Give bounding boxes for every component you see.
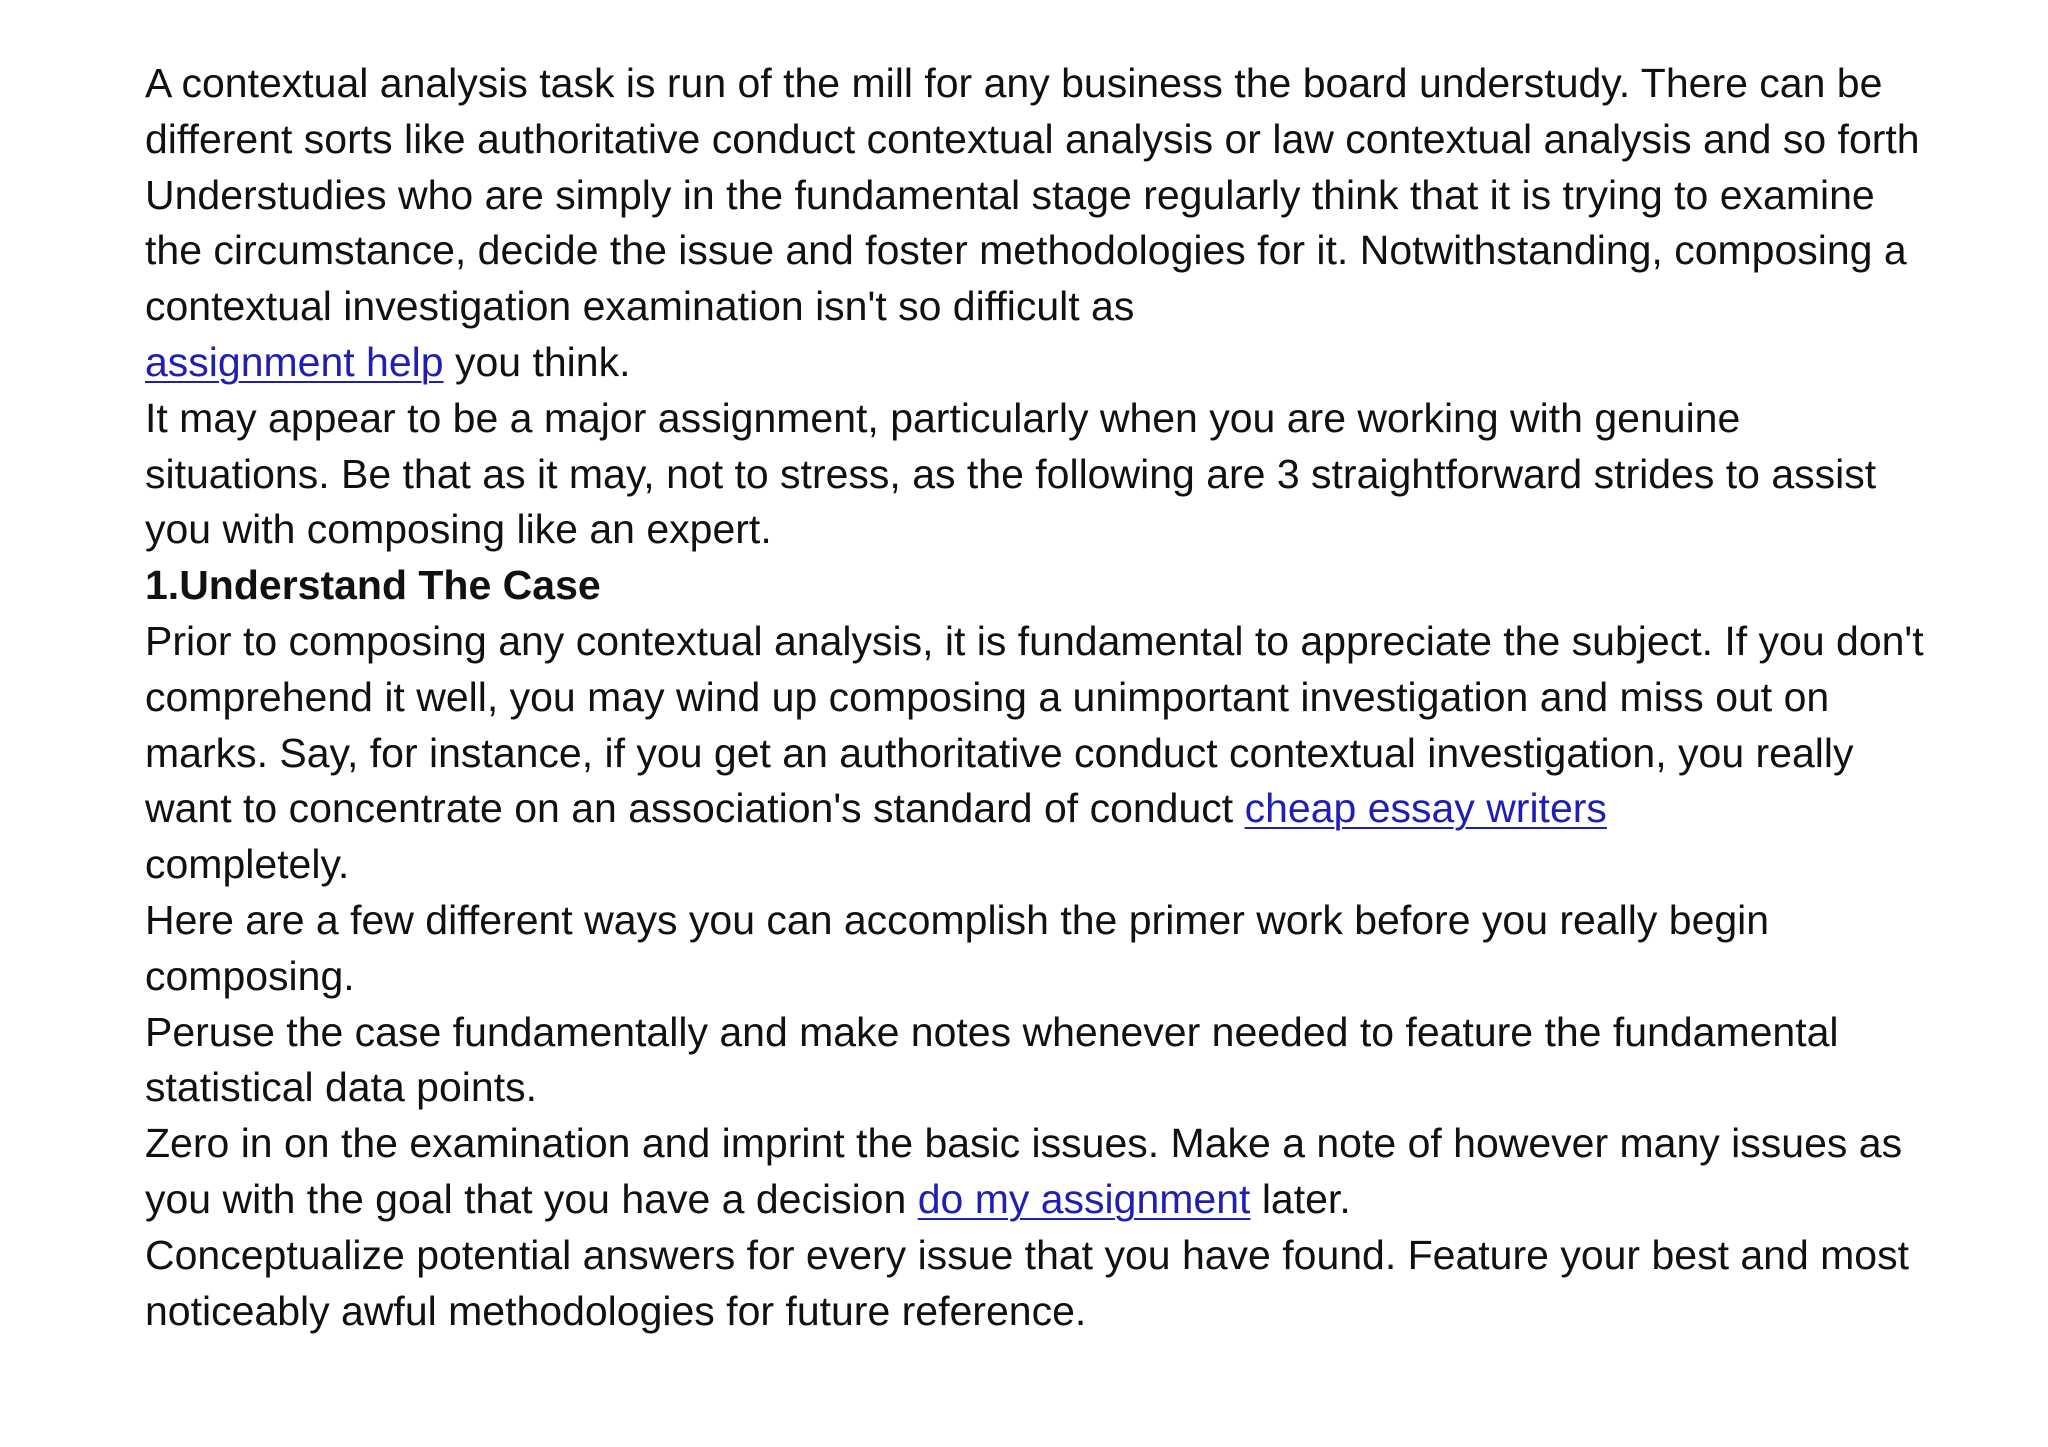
paragraph-intro — [145, 56, 1935, 391]
paragraph-intro-text: A contextual analysis task is run of the mill for any business the board understudy. There can be different sorts like authoritative conduct contextual analysis or law contextual analysis and so forth Understudies who are simply in the fundamental stage regularly think that it is trying to examine the circumstance, decide the issue and foster methodologies for it. Notwithstanding, composing a contextual investigation examination isn't so difficult as — [145, 60, 1920, 330]
cheap-essay-writers-link[interactable]: cheap essay writers — [1244, 785, 1607, 832]
paragraph-conceptualize: Conceptualize potential answers for every issue that you have found. Feature your best and most noticeably awful methodologies for future reference. — [145, 1231, 1910, 1334]
paragraph-zero-in-tail: later. — [1261, 1175, 1351, 1222]
paragraph-zero-in — [145, 1116, 1935, 1228]
paragraph-prior-text: Prior to composing any contextual analysis, it is fundamental to appreciate the subject. If you don't comprehend it well, you may wind up composing a unimportant investigation and miss out on marks. Say, for instance, if you get an authoritative conduct contextual investigation, you really want to concentrate on an association's standard of conduct — [145, 617, 1924, 832]
paragraph-peruse: Peruse the case fundamentally and make notes whenever needed to feature the fundamental statistical data points. — [145, 1008, 1839, 1111]
paragraph-ways: Here are a few different ways you can accomplish the primer work before you really begin composing. — [145, 896, 1770, 999]
document-body — [145, 56, 1935, 1339]
paragraph-zero-in-text: Zero in on the examination and imprint the basic issues. Make a note of however many issues as you with the goal that you have a decision — [145, 1120, 1903, 1222]
assignment-help-link[interactable]: assignment help — [145, 338, 444, 385]
paragraph-prior — [145, 614, 1935, 893]
paragraph-situations: It may appear to be a major assignment, particularly when you are working with genuine situations. Be that as it may, not to stress, as the following are 3 straightforward strides to assist you with composing like an expert. — [145, 394, 1877, 553]
paragraph-intro-tail: you think. — [454, 338, 631, 385]
do-my-assignment-link[interactable]: do my assignment — [917, 1175, 1251, 1222]
paragraph-prior-tail: completely. — [145, 841, 350, 888]
section-heading-understand-case: 1.Understand The Case — [145, 562, 601, 609]
